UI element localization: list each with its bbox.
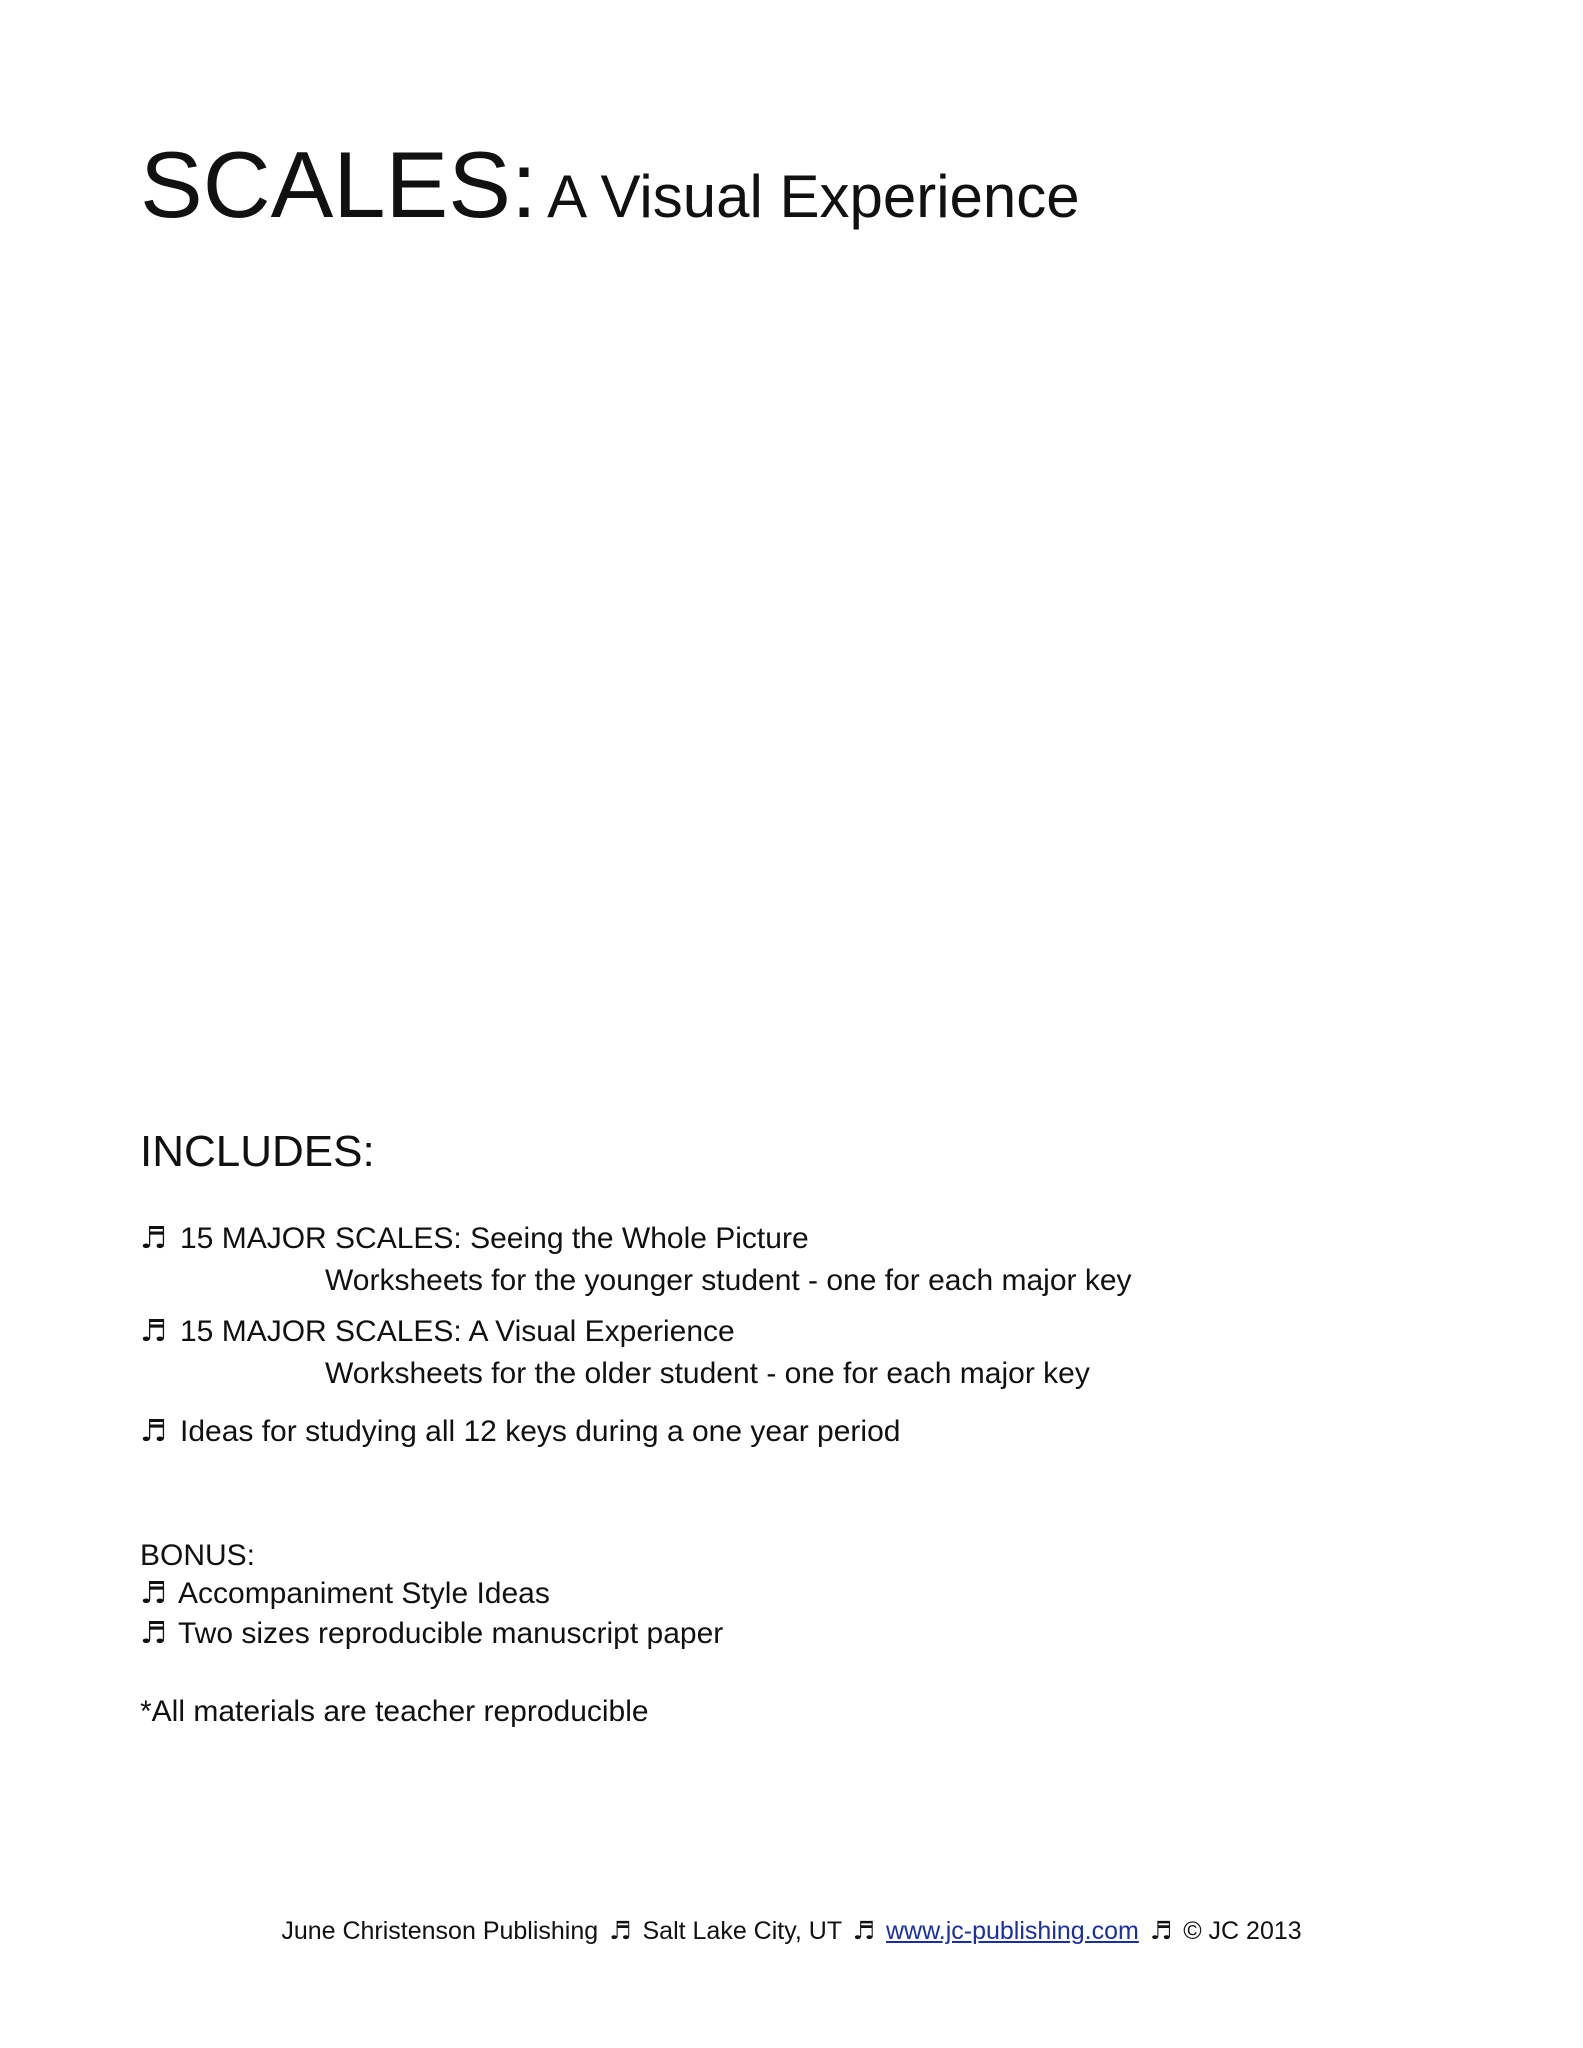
includes-item-title: 15 MAJOR SCALES: Seeing the Whole Picture — [180, 1222, 809, 1255]
includes-item-title: 15 MAJOR SCALES: A Visual Experience — [180, 1315, 735, 1348]
music-note-icon: ♬ — [140, 1414, 167, 1449]
page-footer — [0, 1914, 1583, 1948]
music-note-icon: ♬ — [140, 1221, 167, 1256]
bonus-item — [140, 1574, 550, 1614]
footer-website-link[interactable]: www.jc-publishing.com — [885, 1917, 1139, 1945]
music-note-icon: ♬ — [140, 1576, 167, 1611]
includes-item-description: Worksheets for the younger student - one for each major key — [325, 1264, 1132, 1297]
music-note-icon: ♬ — [1149, 1916, 1173, 1945]
music-note-icon: ♬ — [609, 1916, 632, 1945]
includes-item — [140, 1411, 900, 1453]
music-note-icon: ♬ — [140, 1616, 167, 1651]
footer-location: Salt Lake City, UT — [642, 1917, 842, 1945]
footer-publisher: June Christenson Publishing — [281, 1917, 599, 1945]
includes-item — [140, 1218, 1132, 1302]
includes-heading: INCLUDES: — [140, 1127, 375, 1176]
title-main: SCALES: — [140, 132, 538, 237]
music-note-icon: ♬ — [852, 1916, 876, 1945]
bonus-heading: BONUS: — [140, 1539, 256, 1572]
bonus-item-label: Accompaniment Style Ideas — [178, 1577, 550, 1610]
title-subtitle: A Visual Experience — [547, 163, 1080, 230]
page-title — [140, 132, 1080, 237]
music-note-icon: ♬ — [140, 1314, 167, 1349]
footnote: *All materials are teacher reproducible — [140, 1695, 649, 1728]
includes-item-description: Worksheets for the older student - one for each major key — [325, 1357, 1090, 1390]
footer-copyright: © JC 2013 — [1183, 1917, 1302, 1945]
bonus-item-label: Two sizes reproducible manuscript paper — [178, 1617, 724, 1650]
includes-item — [140, 1311, 1090, 1395]
includes-item-title: Ideas for studying all 12 keys during a one year period — [180, 1415, 901, 1448]
bonus-item — [140, 1614, 723, 1654]
